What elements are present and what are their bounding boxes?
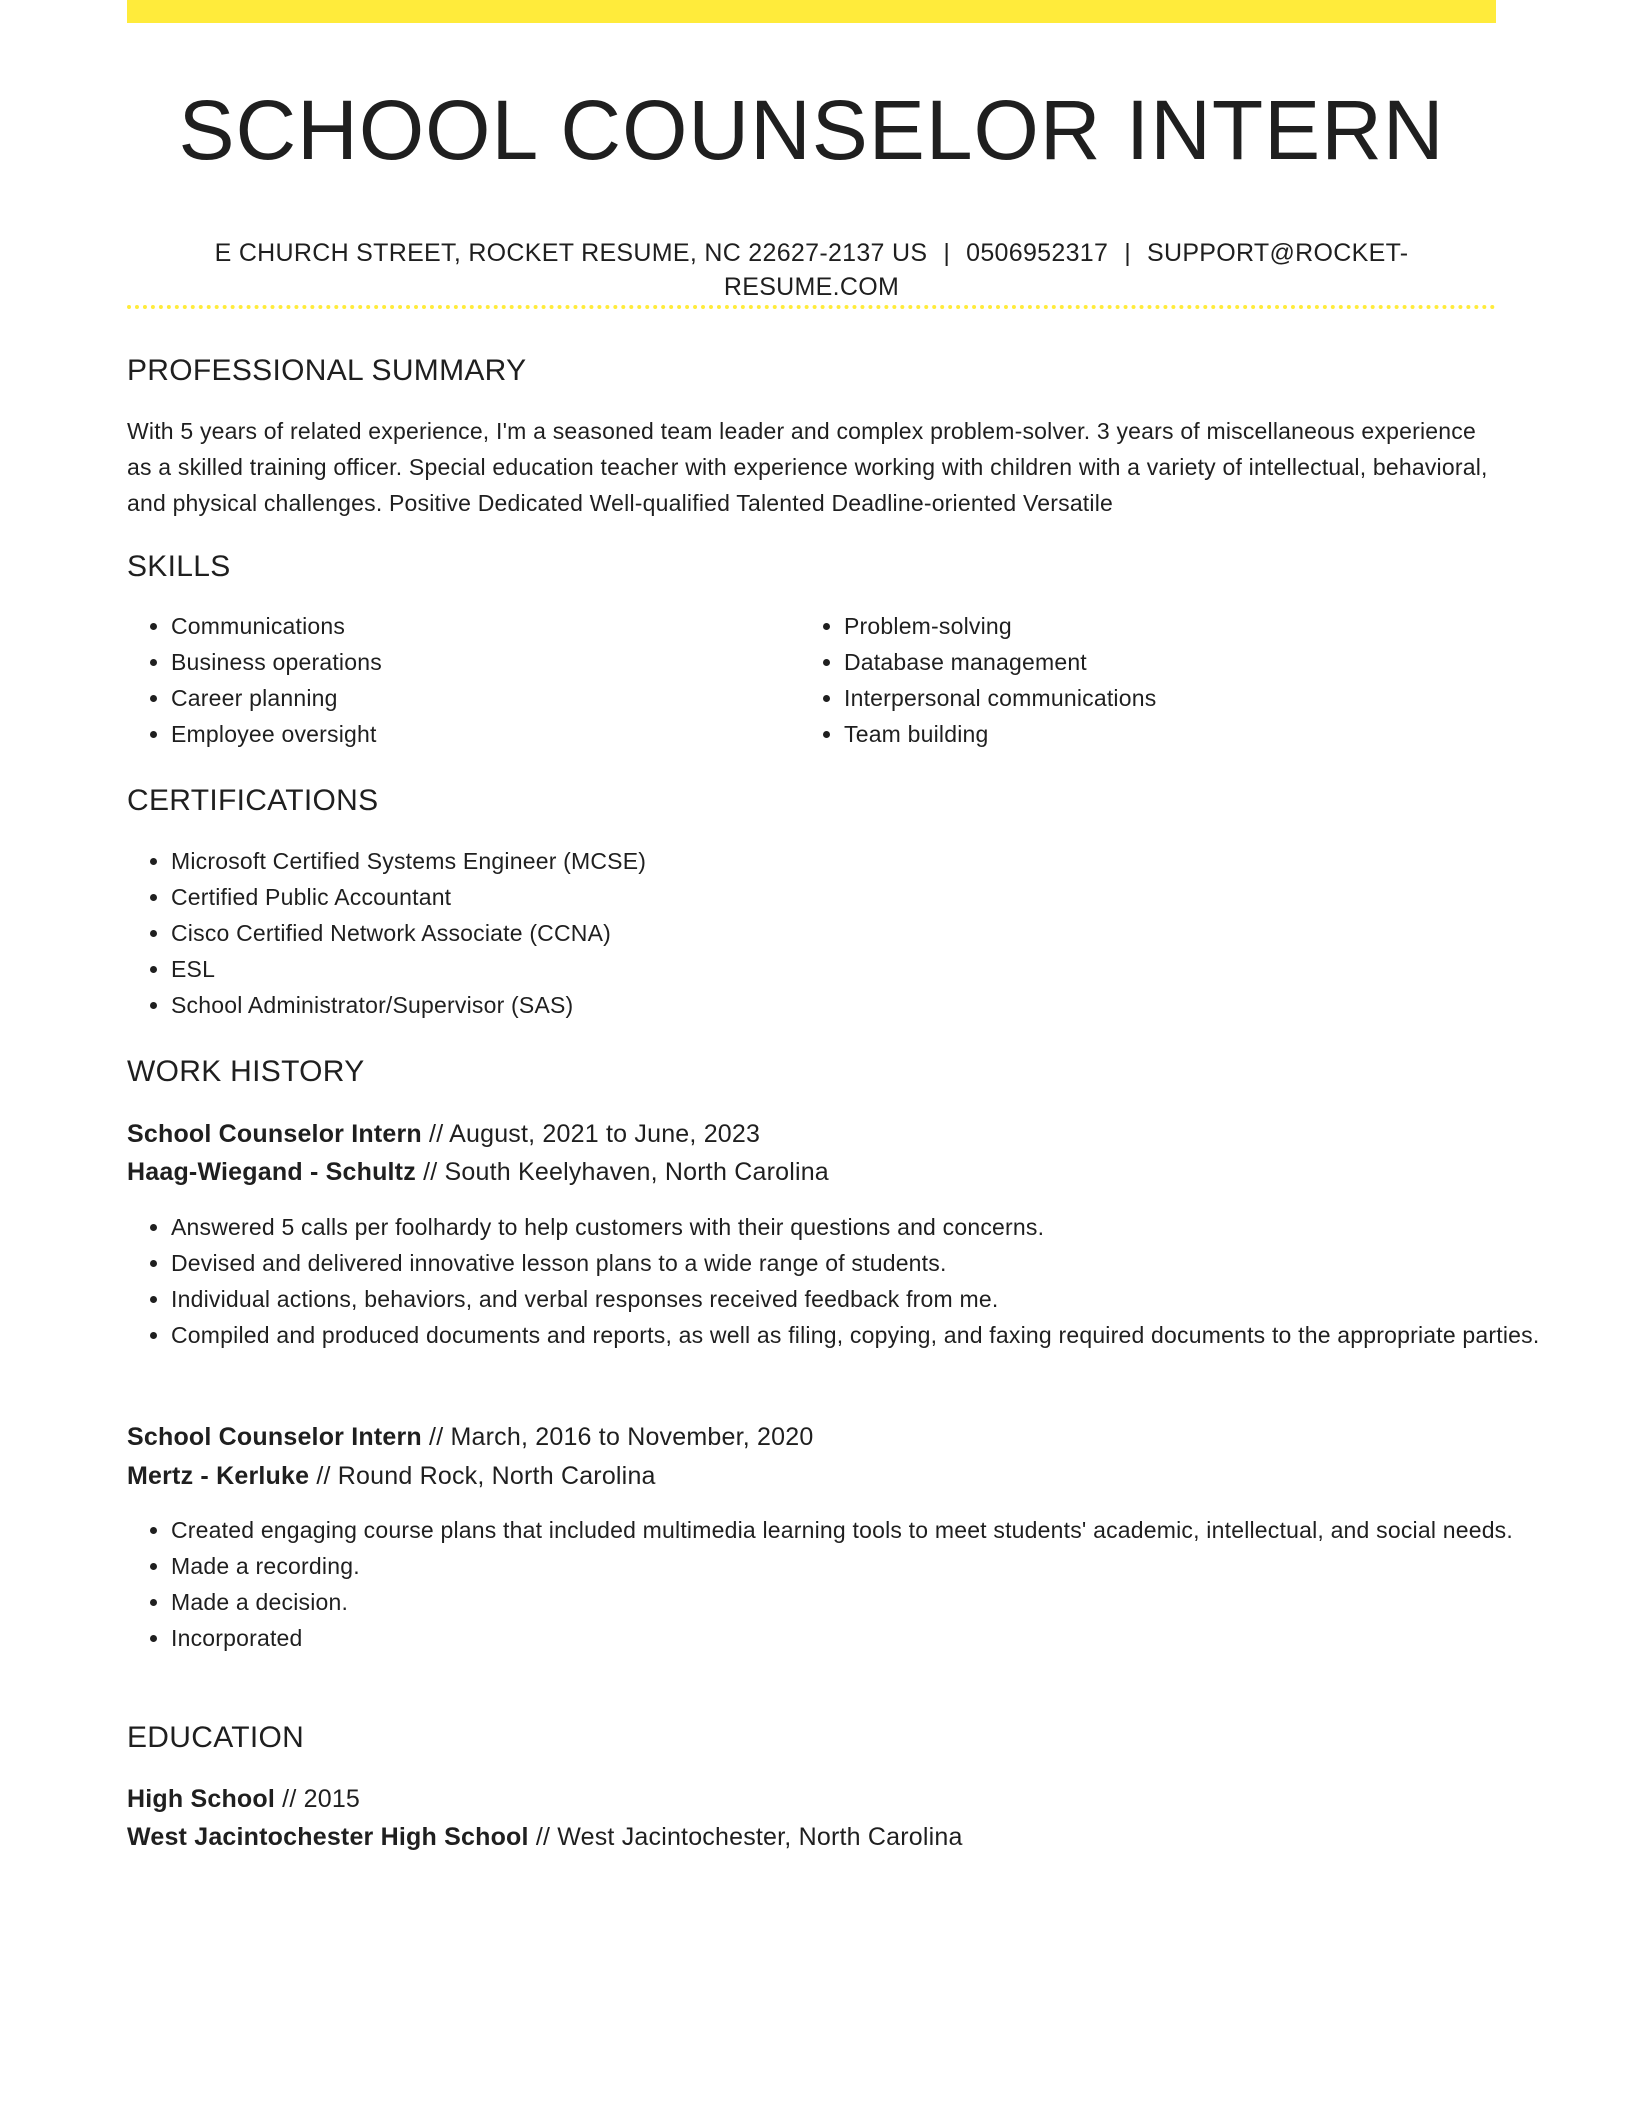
- contact-separator: |: [943, 239, 951, 267]
- job-role: School Counselor Intern: [127, 1120, 422, 1148]
- list-item: • Team building: [844, 716, 1534, 752]
- education-location: // West Jacintochester, North Carolina: [528, 1823, 963, 1851]
- job-location: // Round Rock, North Carolina: [309, 1462, 656, 1490]
- skills-list-right: [800, 608, 1534, 752]
- education-degree-line: [127, 1780, 1496, 1818]
- contact-address: E CHURCH STREET, ROCKET RESUME, NC 22627-2137 US: [214, 239, 928, 267]
- job-bullets: [127, 1209, 1540, 1353]
- list-item: • Certified Public Accountant: [171, 879, 1491, 915]
- candidate-name: SCHOOL COUNSELOR INTERN: [178, 83, 1445, 177]
- job-company-line: [127, 1457, 1496, 1495]
- job-bullets: [127, 1512, 1540, 1656]
- list-item: • Made a recording.: [171, 1548, 1540, 1584]
- certifications-list: [127, 843, 1491, 1023]
- job-title-line: [127, 1115, 1496, 1153]
- education-year: // 2015: [275, 1785, 361, 1813]
- summary-heading: PROFESSIONAL SUMMARY: [127, 354, 527, 387]
- skills-heading: SKILLS: [127, 550, 231, 583]
- list-item: • Devised and delivered innovative lesson plans to a wide range of students.: [171, 1245, 1540, 1281]
- education-school: West Jacintochester High School: [127, 1823, 529, 1851]
- job-company: Haag-Wiegand - Schultz: [127, 1158, 416, 1186]
- education-degree: High School: [127, 1785, 276, 1813]
- job-dates: // March, 2016 to November, 2020: [421, 1423, 814, 1451]
- education-heading: EDUCATION: [127, 1721, 305, 1754]
- job-role: School Counselor Intern: [127, 1423, 422, 1451]
- list-item: • Created engaging course plans that included multimedia learning tools to meet students' academic, intellectual, and social needs.: [171, 1512, 1540, 1548]
- list-item: • Interpersonal communications: [844, 680, 1534, 716]
- list-item: • Communications: [171, 608, 791, 644]
- list-item: • Individual actions, behaviors, and verbal responses received feedback from me.: [171, 1281, 1540, 1317]
- list-item: • Database management: [844, 644, 1534, 680]
- contact-phone: 0506952317: [966, 239, 1109, 267]
- list-item: • Microsoft Certified Systems Engineer (MCSE): [171, 843, 1491, 879]
- summary-text: With 5 years of related experience, I'm a seasoned team leader and complex problem-solver. 3 years of miscellaneous experience as a skilled training officer. Special education teacher with experience working with children with a variety of intellectual, behavioral, and physical challenges. Positive Dedicated Well-qualified Talented Deadline-oriented Versatile: [127, 418, 1488, 516]
- list-item: • Cisco Certified Network Associate (CCNA): [171, 915, 1491, 951]
- contact-separator: |: [1124, 239, 1131, 267]
- job-location: // South Keelyhaven, North Carolina: [415, 1158, 829, 1186]
- job-dates: // August, 2021 to June, 2023: [421, 1120, 761, 1148]
- contact-email: SUPPORT@ROCKET-RESUME.COM: [723, 239, 1409, 301]
- list-item: • ESL: [171, 951, 1491, 987]
- list-item: • Problem-solving: [844, 608, 1534, 644]
- list-item: • School Administrator/Supervisor (SAS): [171, 987, 1491, 1023]
- job-company: Mertz - Kerluke: [127, 1462, 310, 1490]
- list-item: • Career planning: [171, 680, 791, 716]
- certifications-heading: CERTIFICATIONS: [127, 784, 379, 817]
- list-item: • Incorporated: [171, 1620, 1540, 1656]
- education-school-line: [127, 1818, 1496, 1856]
- list-item: • Employee oversight: [171, 716, 791, 752]
- skills-list-left: [127, 608, 791, 752]
- top-accent-bar: [127, 0, 1496, 23]
- list-item: • Made a decision.: [171, 1584, 1540, 1620]
- header-divider: [127, 305, 1496, 309]
- list-item: • Answered 5 calls per foolhardy to help customers with their questions and concerns.: [171, 1209, 1540, 1245]
- contact-line: [127, 236, 1496, 304]
- job-company-line: [127, 1153, 1496, 1191]
- job-title-line: [127, 1418, 1496, 1456]
- list-item: • Business operations: [171, 644, 791, 680]
- list-item: • Compiled and produced documents and reports, as well as filing, copying, and faxing required documents to the appropriate parties.: [171, 1317, 1540, 1353]
- work-history-heading: WORK HISTORY: [127, 1055, 365, 1088]
